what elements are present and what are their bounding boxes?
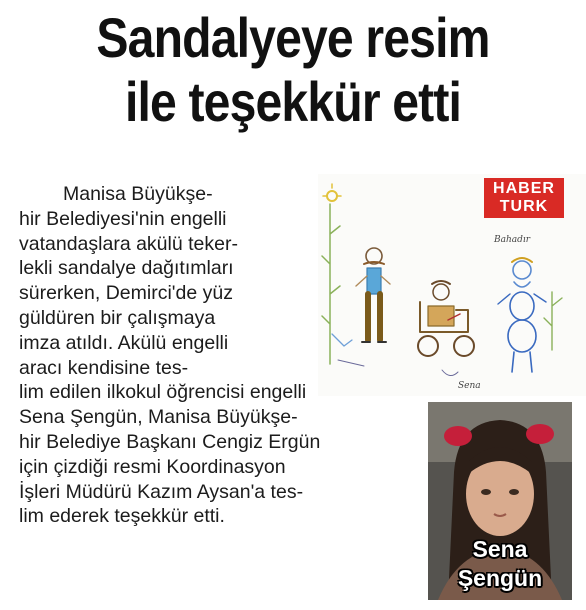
headline: [41, 6, 545, 134]
body-line: güldüren bir çalışmaya: [19, 306, 216, 329]
body-line: lim edilen ilkokul öğrencisi engelli: [19, 381, 307, 404]
body-line: lim ederek teşekkür etti.: [19, 505, 225, 528]
body-line: hir Belediye Başkanı Cengiz Ergün: [19, 430, 321, 453]
body-line: sürerken, Demirci'de yüz: [19, 282, 233, 305]
haberturk-logo: [484, 178, 564, 218]
body-line: Manisa Büyükşe-: [63, 183, 213, 205]
body-line: vatandaşlara akülü teker-: [19, 232, 238, 255]
drawing-label-top: Bahadır: [494, 235, 531, 245]
logo-line-2: TURK: [499, 198, 549, 215]
headline-line-1: Sandalyeye resim: [96, 6, 490, 69]
headline-line-2: ile teşekkür etti: [124, 70, 462, 133]
body-line: hir Belediyesi'nin engelli: [19, 207, 227, 230]
photo-caption: [432, 535, 568, 593]
body-line: için çizdiği resmi Koordinasyon: [19, 455, 286, 478]
body-line: Sena Şengün, Manisa Büyükşe-: [19, 406, 298, 429]
body-line: imza atıldı. Akülü engelli: [19, 331, 229, 354]
caption-first-name: Sena: [472, 536, 528, 562]
caption-last-name: Şengün: [457, 565, 543, 591]
body-line: lekli sandalye dağıtımları: [19, 257, 234, 280]
body-line: İşleri Müdürü Kazım Aysan'a tes-: [19, 480, 304, 503]
logo-line-1: HABER: [493, 180, 555, 197]
drawing-label-bottom: Sena: [458, 381, 481, 391]
body-line: aracı kendisine tes-: [19, 356, 189, 379]
